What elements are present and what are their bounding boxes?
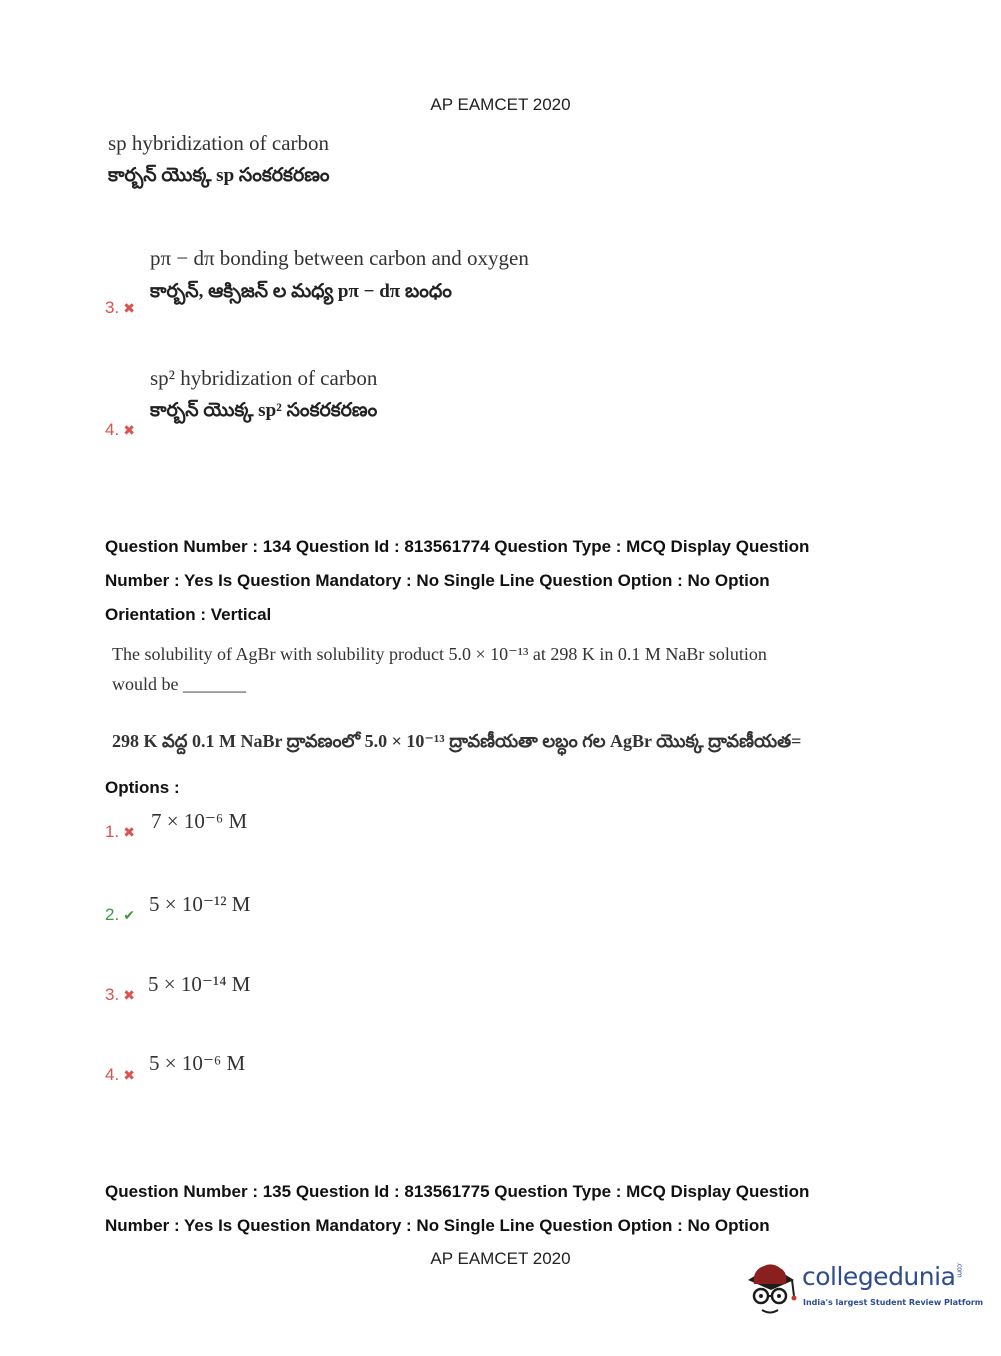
check-icon: ✔: [123, 907, 135, 923]
option-4-number: 4.: [105, 1065, 120, 1084]
option-3-number: 3.: [105, 298, 120, 317]
option-3-telugu: కార్బన్, ఆక్సిజన్ ల మధ్య pπ − dπ బంధం: [150, 281, 452, 302]
page-footer: AP EAMCET 2020: [430, 1249, 571, 1268]
cross-icon: ✖: [123, 1067, 135, 1083]
option-2-telugu: కార్బన్ యొక్క sp సంకరకరణం: [108, 165, 330, 186]
logo-suffix: .com: [955, 1262, 964, 1278]
option-4-marker: [105, 420, 135, 440]
option-3-marker: [105, 298, 135, 318]
cross-icon: ✖: [123, 987, 135, 1003]
option-2-english: sp hybridization of carbon: [108, 131, 330, 155]
option-1-marker: [105, 822, 135, 842]
collegedunia-logo: [742, 1258, 984, 1320]
option-1-number: 1.: [105, 822, 120, 841]
mascot-icon: [742, 1258, 800, 1318]
question-meta-line: Question Number : 135 Question Id : 813561775 Question Type : MCQ Display Question: [105, 1182, 810, 1201]
options-label: Options :: [105, 778, 180, 797]
option-4-english: sp² hybridization of carbon: [150, 366, 378, 390]
cross-icon: ✖: [123, 300, 135, 316]
cross-icon: ✖: [123, 422, 135, 438]
option-2-marker: [105, 905, 135, 925]
logo-name: collegedunia: [802, 1262, 956, 1291]
option-1-value: 7 × 10⁻⁶ M: [151, 809, 248, 833]
option-4-telugu: కార్బన్ యొక్క sp² సంకరకరణం: [150, 400, 378, 421]
option-2-value: 5 × 10⁻¹² M: [149, 892, 251, 916]
option-3-english: pπ − dπ bonding between carbon and oxygen: [150, 246, 529, 270]
option-2-number: 2.: [105, 905, 120, 924]
option-3-value: 5 × 10⁻¹⁴ M: [148, 972, 251, 996]
cross-icon: ✖: [123, 824, 135, 840]
question-text-english-cont: would be _______: [112, 674, 246, 694]
option-3-marker: [105, 985, 135, 1005]
logo-tagline: India's largest Student Review Platform: [803, 1298, 984, 1307]
question-text-english: The solubility of AgBr with solubility product 5.0 × 10⁻¹³ at 298 K in 0.1 M NaBr solution: [112, 644, 767, 664]
question-meta-line: Question Number : 134 Question Id : 813561774 Question Type : MCQ Display Question: [105, 537, 810, 556]
question-meta-line: Orientation : Vertical: [105, 605, 272, 624]
question-meta-line: Number : Yes Is Question Mandatory : No Single Line Question Option : No Option: [105, 571, 770, 590]
option-4-number: 4.: [105, 420, 120, 439]
option-4-marker: [105, 1065, 135, 1085]
question-meta-line: Number : Yes Is Question Mandatory : No Single Line Question Option : No Option: [105, 1216, 770, 1235]
option-4-value: 5 × 10⁻⁶ M: [149, 1051, 246, 1075]
question-text-telugu: 298 K వద్ద 0.1 M NaBr ద్రావణంలో 5.0 × 10⁻¹³ ద్రావణీయతా లబ్ధం గల AgBr యొక్క ద్రావణీయత=: [112, 731, 802, 751]
page-header: AP EAMCET 2020: [430, 95, 571, 114]
option-3-number: 3.: [105, 985, 120, 1004]
